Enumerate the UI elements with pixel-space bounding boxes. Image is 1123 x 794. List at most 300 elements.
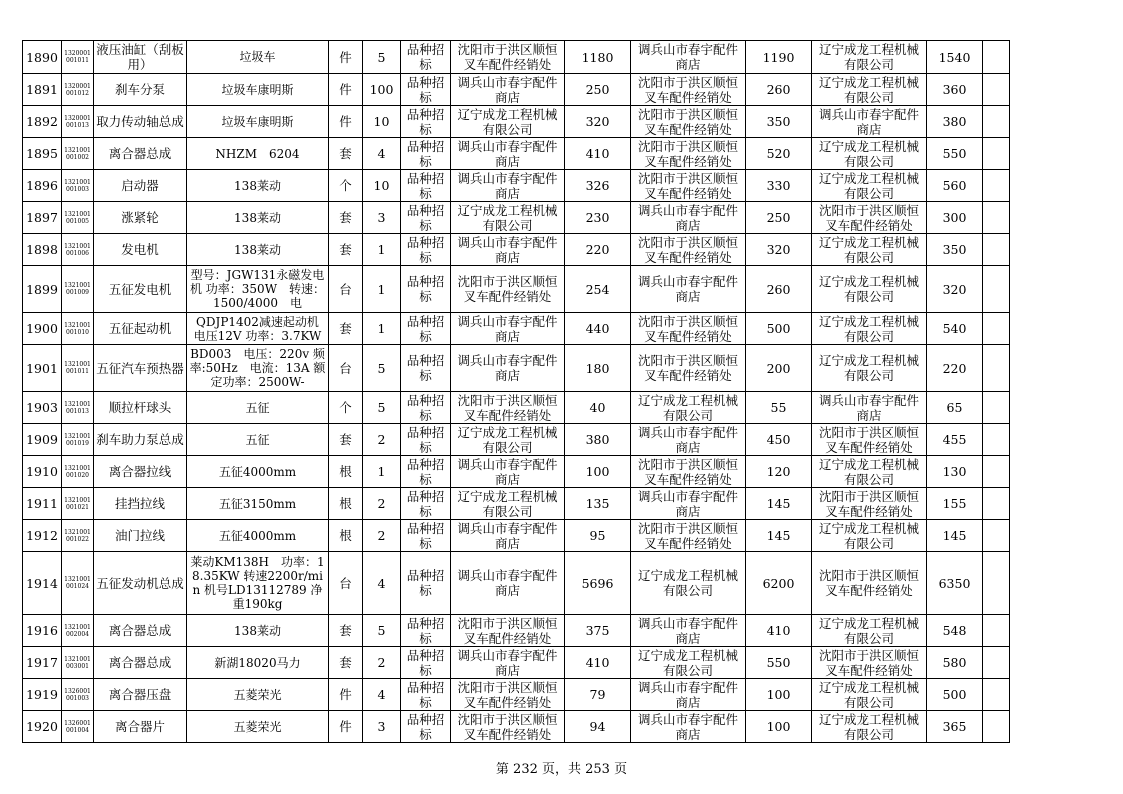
procurement-method-cell: 品种招标 <box>401 313 451 345</box>
material-code-cell: 1321001 001006 <box>62 234 94 266</box>
item-name-cell: 刹车分泵 <box>94 74 187 106</box>
item-spec-cell: 型号：JGW131永磁发电机 功率：350W 转速：1500/4000 电 <box>187 266 329 313</box>
quantity-cell: 2 <box>363 647 401 679</box>
supplier-1-cell: 调兵山市春宇配件商店 <box>451 138 565 170</box>
item-spec-cell: 垃圾车 <box>187 41 329 74</box>
quantity-cell: 5 <box>363 392 401 424</box>
procurement-method-cell: 品种招标 <box>401 552 451 615</box>
item-name-cell: 五征发电机 <box>94 266 187 313</box>
price-1-cell: 375 <box>565 615 631 647</box>
price-comparison-table <box>22 40 1010 743</box>
price-1-cell: 410 <box>565 138 631 170</box>
unit-cell: 个 <box>329 392 363 424</box>
price-1-cell: 79 <box>565 679 631 711</box>
quantity-cell: 4 <box>363 679 401 711</box>
price-1-cell: 5696 <box>565 552 631 615</box>
supplier-1-cell: 辽宁成龙工程机械有限公司 <box>451 488 565 520</box>
remark-cell <box>983 170 1010 202</box>
supplier-3-cell: 辽宁成龙工程机械有限公司 <box>812 234 927 266</box>
item-spec-cell: NHZM 6204 <box>187 138 329 170</box>
procurement-method-cell: 品种招标 <box>401 679 451 711</box>
table-body <box>23 41 1010 743</box>
item-name-cell: 五征汽车预热器 <box>94 345 187 392</box>
supplier-1-cell: 调兵山市春宇配件商店 <box>451 552 565 615</box>
table-row <box>23 647 1010 679</box>
unit-cell: 台 <box>329 266 363 313</box>
quantity-cell: 5 <box>363 345 401 392</box>
price-3-cell: 380 <box>927 106 983 138</box>
supplier-2-cell: 沈阳市于洪区顺恒叉车配件经销处 <box>631 106 746 138</box>
material-code-cell: 1321001 001009 <box>62 266 94 313</box>
procurement-method-cell: 品种招标 <box>401 392 451 424</box>
row-number-cell: 1898 <box>23 234 62 266</box>
unit-cell: 台 <box>329 345 363 392</box>
item-spec-cell: 新湖18020马力 <box>187 647 329 679</box>
remark-cell <box>983 74 1010 106</box>
row-number-cell: 1917 <box>23 647 62 679</box>
table-row <box>23 234 1010 266</box>
supplier-3-cell: 辽宁成龙工程机械有限公司 <box>812 138 927 170</box>
material-code-cell: 1321001 001002 <box>62 138 94 170</box>
procurement-method-cell: 品种招标 <box>401 424 451 456</box>
item-name-cell: 离合器拉线 <box>94 456 187 488</box>
price-3-cell: 300 <box>927 202 983 234</box>
price-3-cell: 360 <box>927 74 983 106</box>
price-1-cell: 1180 <box>565 41 631 74</box>
price-3-cell: 550 <box>927 138 983 170</box>
row-number-cell: 1912 <box>23 520 62 552</box>
price-2-cell: 145 <box>746 520 812 552</box>
supplier-1-cell: 调兵山市春宇配件商店 <box>451 520 565 552</box>
table-row <box>23 41 1010 74</box>
item-name-cell: 发电机 <box>94 234 187 266</box>
procurement-method-cell: 品种招标 <box>401 202 451 234</box>
unit-cell: 台 <box>329 552 363 615</box>
price-2-cell: 450 <box>746 424 812 456</box>
remark-cell <box>983 647 1010 679</box>
supplier-3-cell: 辽宁成龙工程机械有限公司 <box>812 520 927 552</box>
price-3-cell: 220 <box>927 345 983 392</box>
quantity-cell: 4 <box>363 138 401 170</box>
remark-cell <box>983 41 1010 74</box>
remark-cell <box>983 106 1010 138</box>
table-row <box>23 711 1010 743</box>
price-2-cell: 500 <box>746 313 812 345</box>
material-code-cell: 1320001 001013 <box>62 106 94 138</box>
procurement-method-cell: 品种招标 <box>401 647 451 679</box>
remark-cell <box>983 345 1010 392</box>
unit-cell: 根 <box>329 488 363 520</box>
row-number-cell: 1910 <box>23 456 62 488</box>
quantity-cell: 1 <box>363 234 401 266</box>
price-1-cell: 320 <box>565 106 631 138</box>
item-spec-cell: 138莱动 <box>187 202 329 234</box>
quantity-cell: 100 <box>363 74 401 106</box>
supplier-3-cell: 辽宁成龙工程机械有限公司 <box>812 345 927 392</box>
supplier-2-cell: 沈阳市于洪区顺恒叉车配件经销处 <box>631 456 746 488</box>
supplier-2-cell: 沈阳市于洪区顺恒叉车配件经销处 <box>631 520 746 552</box>
price-3-cell: 365 <box>927 711 983 743</box>
row-number-cell: 1899 <box>23 266 62 313</box>
price-3-cell: 548 <box>927 615 983 647</box>
price-1-cell: 230 <box>565 202 631 234</box>
price-3-cell: 145 <box>927 520 983 552</box>
item-spec-cell: 五菱荣光 <box>187 711 329 743</box>
procurement-method-cell: 品种招标 <box>401 138 451 170</box>
unit-cell: 根 <box>329 520 363 552</box>
supplier-2-cell: 调兵山市春宇配件商店 <box>631 41 746 74</box>
row-number-cell: 1897 <box>23 202 62 234</box>
material-code-cell: 1321001 001022 <box>62 520 94 552</box>
row-number-cell: 1914 <box>23 552 62 615</box>
supplier-3-cell: 调兵山市春宇配件商店 <box>812 106 927 138</box>
item-name-cell: 油门拉线 <box>94 520 187 552</box>
unit-cell: 件 <box>329 106 363 138</box>
table-row <box>23 488 1010 520</box>
supplier-1-cell: 沈阳市于洪区顺恒叉车配件经销处 <box>451 392 565 424</box>
item-name-cell: 离合器总成 <box>94 138 187 170</box>
material-code-cell: 1320001 001011 <box>62 41 94 74</box>
price-3-cell: 455 <box>927 424 983 456</box>
supplier-1-cell: 调兵山市春宇配件商店 <box>451 170 565 202</box>
quantity-cell: 2 <box>363 424 401 456</box>
price-1-cell: 135 <box>565 488 631 520</box>
quantity-cell: 4 <box>363 552 401 615</box>
supplier-3-cell: 沈阳市于洪区顺恒叉车配件经销处 <box>812 424 927 456</box>
row-number-cell: 1920 <box>23 711 62 743</box>
item-spec-cell: 138莱动 <box>187 234 329 266</box>
table-row <box>23 679 1010 711</box>
supplier-3-cell: 辽宁成龙工程机械有限公司 <box>812 456 927 488</box>
supplier-1-cell: 调兵山市春宇配件商店 <box>451 74 565 106</box>
remark-cell <box>983 424 1010 456</box>
item-spec-cell: 138莱动 <box>187 170 329 202</box>
remark-cell <box>983 392 1010 424</box>
procurement-method-cell: 品种招标 <box>401 74 451 106</box>
unit-cell: 件 <box>329 74 363 106</box>
table-row <box>23 552 1010 615</box>
price-2-cell: 550 <box>746 647 812 679</box>
supplier-2-cell: 调兵山市春宇配件商店 <box>631 615 746 647</box>
price-1-cell: 220 <box>565 234 631 266</box>
price-2-cell: 55 <box>746 392 812 424</box>
quantity-cell: 1 <box>363 313 401 345</box>
supplier-3-cell: 辽宁成龙工程机械有限公司 <box>812 313 927 345</box>
remark-cell <box>983 456 1010 488</box>
remark-cell <box>983 313 1010 345</box>
supplier-3-cell: 辽宁成龙工程机械有限公司 <box>812 266 927 313</box>
price-2-cell: 250 <box>746 202 812 234</box>
supplier-2-cell: 调兵山市春宇配件商店 <box>631 679 746 711</box>
quantity-cell: 5 <box>363 41 401 74</box>
row-number-cell: 1916 <box>23 615 62 647</box>
supplier-2-cell: 沈阳市于洪区顺恒叉车配件经销处 <box>631 74 746 106</box>
row-number-cell: 1891 <box>23 74 62 106</box>
material-code-cell: 1321001 001010 <box>62 313 94 345</box>
page-footer: 第 232 页，共 253 页 <box>495 762 628 777</box>
item-spec-cell: 五征3150mm <box>187 488 329 520</box>
remark-cell <box>983 488 1010 520</box>
supplier-2-cell: 调兵山市春宇配件商店 <box>631 424 746 456</box>
remark-cell <box>983 266 1010 313</box>
quantity-cell: 3 <box>363 202 401 234</box>
item-name-cell: 五征发动机总成 <box>94 552 187 615</box>
price-1-cell: 250 <box>565 74 631 106</box>
row-number-cell: 1892 <box>23 106 62 138</box>
supplier-1-cell: 沈阳市于洪区顺恒叉车配件经销处 <box>451 41 565 74</box>
item-spec-cell: BD003 电压：220v 频率:50Hz 电流：13A 额定功率：2500W- <box>187 345 329 392</box>
supplier-1-cell: 沈阳市于洪区顺恒叉车配件经销处 <box>451 679 565 711</box>
price-1-cell: 410 <box>565 647 631 679</box>
table-row <box>23 615 1010 647</box>
remark-cell <box>983 202 1010 234</box>
table-row <box>23 138 1010 170</box>
table-row <box>23 202 1010 234</box>
procurement-method-cell: 品种招标 <box>401 345 451 392</box>
material-code-cell: 1321001 001019 <box>62 424 94 456</box>
remark-cell <box>983 520 1010 552</box>
table-row <box>23 392 1010 424</box>
price-2-cell: 330 <box>746 170 812 202</box>
table-row <box>23 345 1010 392</box>
quantity-cell: 5 <box>363 615 401 647</box>
item-spec-cell: QDJP1402减速起动机 电压12V 功率：3.7KW <box>187 313 329 345</box>
unit-cell: 套 <box>329 234 363 266</box>
supplier-2-cell: 调兵山市春宇配件商店 <box>631 711 746 743</box>
supplier-1-cell: 辽宁成龙工程机械有限公司 <box>451 424 565 456</box>
price-3-cell: 6350 <box>927 552 983 615</box>
procurement-method-cell: 品种招标 <box>401 711 451 743</box>
item-spec-cell: 五征4000mm <box>187 456 329 488</box>
material-code-cell: 1321001 001024 <box>62 552 94 615</box>
unit-cell: 个 <box>329 170 363 202</box>
price-2-cell: 350 <box>746 106 812 138</box>
supplier-3-cell: 辽宁成龙工程机械有限公司 <box>812 615 927 647</box>
procurement-method-cell: 品种招标 <box>401 520 451 552</box>
table-row <box>23 313 1010 345</box>
supplier-2-cell: 沈阳市于洪区顺恒叉车配件经销处 <box>631 138 746 170</box>
table-row <box>23 456 1010 488</box>
unit-cell: 根 <box>329 456 363 488</box>
price-3-cell: 500 <box>927 679 983 711</box>
material-code-cell: 1321001 001020 <box>62 456 94 488</box>
remark-cell <box>983 711 1010 743</box>
price-3-cell: 580 <box>927 647 983 679</box>
supplier-3-cell: 沈阳市于洪区顺恒叉车配件经销处 <box>812 202 927 234</box>
unit-cell: 件 <box>329 41 363 74</box>
supplier-3-cell: 辽宁成龙工程机械有限公司 <box>812 170 927 202</box>
supplier-1-cell: 沈阳市于洪区顺恒叉车配件经销处 <box>451 615 565 647</box>
price-2-cell: 520 <box>746 138 812 170</box>
price-2-cell: 120 <box>746 456 812 488</box>
item-spec-cell: 垃圾车康明斯 <box>187 106 329 138</box>
supplier-1-cell: 沈阳市于洪区顺恒叉车配件经销处 <box>451 711 565 743</box>
table-row <box>23 424 1010 456</box>
supplier-3-cell: 辽宁成龙工程机械有限公司 <box>812 74 927 106</box>
item-name-cell: 离合器片 <box>94 711 187 743</box>
material-code-cell: 1320001 001012 <box>62 74 94 106</box>
supplier-1-cell: 辽宁成龙工程机械有限公司 <box>451 106 565 138</box>
price-2-cell: 6200 <box>746 552 812 615</box>
item-name-cell: 启动器 <box>94 170 187 202</box>
item-name-cell: 涨紧轮 <box>94 202 187 234</box>
supplier-3-cell: 辽宁成龙工程机械有限公司 <box>812 41 927 74</box>
price-2-cell: 100 <box>746 711 812 743</box>
supplier-3-cell: 辽宁成龙工程机械有限公司 <box>812 711 927 743</box>
price-2-cell: 145 <box>746 488 812 520</box>
material-code-cell: 1321001 001005 <box>62 202 94 234</box>
quantity-cell: 10 <box>363 170 401 202</box>
item-spec-cell: 五征 <box>187 424 329 456</box>
supplier-2-cell: 调兵山市春宇配件商店 <box>631 202 746 234</box>
row-number-cell: 1896 <box>23 170 62 202</box>
item-name-cell: 液压油缸（刮板用） <box>94 41 187 74</box>
table-row <box>23 170 1010 202</box>
price-1-cell: 180 <box>565 345 631 392</box>
material-code-cell: 1321001 002004 <box>62 615 94 647</box>
price-2-cell: 260 <box>746 266 812 313</box>
remark-cell <box>983 138 1010 170</box>
row-number-cell: 1895 <box>23 138 62 170</box>
supplier-2-cell: 辽宁成龙工程机械有限公司 <box>631 552 746 615</box>
unit-cell: 套 <box>329 424 363 456</box>
item-name-cell: 离合器压盘 <box>94 679 187 711</box>
remark-cell <box>983 234 1010 266</box>
material-code-cell: 1321001 001013 <box>62 392 94 424</box>
item-spec-cell: 五征4000mm <box>187 520 329 552</box>
supplier-1-cell: 辽宁成龙工程机械有限公司 <box>451 202 565 234</box>
row-number-cell: 1903 <box>23 392 62 424</box>
unit-cell: 套 <box>329 138 363 170</box>
price-3-cell: 130 <box>927 456 983 488</box>
supplier-3-cell: 调兵山市春宇配件商店 <box>812 392 927 424</box>
unit-cell: 套 <box>329 202 363 234</box>
price-1-cell: 94 <box>565 711 631 743</box>
price-3-cell: 350 <box>927 234 983 266</box>
material-code-cell: 1326001 001003 <box>62 679 94 711</box>
table-row <box>23 74 1010 106</box>
row-number-cell: 1901 <box>23 345 62 392</box>
material-code-cell: 1321001 001011 <box>62 345 94 392</box>
supplier-2-cell: 沈阳市于洪区顺恒叉车配件经销处 <box>631 313 746 345</box>
item-name-cell: 离合器总成 <box>94 615 187 647</box>
row-number-cell: 1909 <box>23 424 62 456</box>
supplier-1-cell: 调兵山市春宇配件商店 <box>451 234 565 266</box>
supplier-3-cell: 沈阳市于洪区顺恒叉车配件经销处 <box>812 488 927 520</box>
supplier-1-cell: 沈阳市于洪区顺恒叉车配件经销处 <box>451 266 565 313</box>
price-2-cell: 320 <box>746 234 812 266</box>
price-3-cell: 560 <box>927 170 983 202</box>
unit-cell: 套 <box>329 615 363 647</box>
procurement-method-cell: 品种招标 <box>401 456 451 488</box>
supplier-3-cell: 辽宁成龙工程机械有限公司 <box>812 679 927 711</box>
item-name-cell: 离合器总成 <box>94 647 187 679</box>
item-name-cell: 挂挡拉线 <box>94 488 187 520</box>
item-name-cell: 取力传动轴总成 <box>94 106 187 138</box>
procurement-method-cell: 品种招标 <box>401 41 451 74</box>
procurement-method-cell: 品种招标 <box>401 615 451 647</box>
price-3-cell: 320 <box>927 266 983 313</box>
row-number-cell: 1900 <box>23 313 62 345</box>
price-3-cell: 540 <box>927 313 983 345</box>
procurement-method-cell: 品种招标 <box>401 234 451 266</box>
price-1-cell: 254 <box>565 266 631 313</box>
material-code-cell: 1321001 001003 <box>62 170 94 202</box>
row-number-cell: 1919 <box>23 679 62 711</box>
price-1-cell: 326 <box>565 170 631 202</box>
item-spec-cell: 138莱动 <box>187 615 329 647</box>
table-row <box>23 520 1010 552</box>
supplier-1-cell: 调兵山市春宇配件商店 <box>451 345 565 392</box>
unit-cell: 套 <box>329 313 363 345</box>
supplier-2-cell: 辽宁成龙工程机械有限公司 <box>631 647 746 679</box>
price-1-cell: 40 <box>565 392 631 424</box>
price-3-cell: 1540 <box>927 41 983 74</box>
price-2-cell: 260 <box>746 74 812 106</box>
quantity-cell: 2 <box>363 520 401 552</box>
item-spec-cell: 垃圾车康明斯 <box>187 74 329 106</box>
supplier-1-cell: 调兵山市春宇配件商店 <box>451 647 565 679</box>
price-1-cell: 100 <box>565 456 631 488</box>
unit-cell: 件 <box>329 711 363 743</box>
procurement-method-cell: 品种招标 <box>401 488 451 520</box>
table-row <box>23 266 1010 313</box>
supplier-3-cell: 沈阳市于洪区顺恒叉车配件经销处 <box>812 647 927 679</box>
procurement-method-cell: 品种招标 <box>401 266 451 313</box>
row-number-cell: 1890 <box>23 41 62 74</box>
procurement-method-cell: 品种招标 <box>401 170 451 202</box>
quantity-cell: 10 <box>363 106 401 138</box>
supplier-2-cell: 辽宁成龙工程机械有限公司 <box>631 392 746 424</box>
item-spec-cell: 莱动KM138H 功率：18.35KW 转速2200r/min 机号LD13112789 净重190kg <box>187 552 329 615</box>
item-spec-cell: 五征 <box>187 392 329 424</box>
supplier-1-cell: 调兵山市春宇配件商店 <box>451 313 565 345</box>
price-2-cell: 100 <box>746 679 812 711</box>
price-1-cell: 95 <box>565 520 631 552</box>
item-name-cell: 刹车助力泵总成 <box>94 424 187 456</box>
material-code-cell: 1326001 001004 <box>62 711 94 743</box>
remark-cell <box>983 679 1010 711</box>
supplier-1-cell: 调兵山市春宇配件商店 <box>451 456 565 488</box>
procurement-method-cell: 品种招标 <box>401 106 451 138</box>
quantity-cell: 1 <box>363 456 401 488</box>
material-code-cell: 1321001 001021 <box>62 488 94 520</box>
price-3-cell: 155 <box>927 488 983 520</box>
price-2-cell: 200 <box>746 345 812 392</box>
supplier-2-cell: 沈阳市于洪区顺恒叉车配件经销处 <box>631 345 746 392</box>
price-2-cell: 1190 <box>746 41 812 74</box>
remark-cell <box>983 615 1010 647</box>
quantity-cell: 3 <box>363 711 401 743</box>
unit-cell: 套 <box>329 647 363 679</box>
item-name-cell: 五征起动机 <box>94 313 187 345</box>
supplier-2-cell: 调兵山市春宇配件商店 <box>631 266 746 313</box>
price-1-cell: 440 <box>565 313 631 345</box>
item-spec-cell: 五菱荣光 <box>187 679 329 711</box>
supplier-2-cell: 沈阳市于洪区顺恒叉车配件经销处 <box>631 234 746 266</box>
supplier-2-cell: 调兵山市春宇配件商店 <box>631 488 746 520</box>
unit-cell: 件 <box>329 679 363 711</box>
remark-cell <box>983 552 1010 615</box>
price-2-cell: 410 <box>746 615 812 647</box>
supplier-3-cell: 沈阳市于洪区顺恒叉车配件经销处 <box>812 552 927 615</box>
row-number-cell: 1911 <box>23 488 62 520</box>
material-code-cell: 1321001 003001 <box>62 647 94 679</box>
quantity-cell: 1 <box>363 266 401 313</box>
quantity-cell: 2 <box>363 488 401 520</box>
price-3-cell: 65 <box>927 392 983 424</box>
supplier-2-cell: 沈阳市于洪区顺恒叉车配件经销处 <box>631 170 746 202</box>
